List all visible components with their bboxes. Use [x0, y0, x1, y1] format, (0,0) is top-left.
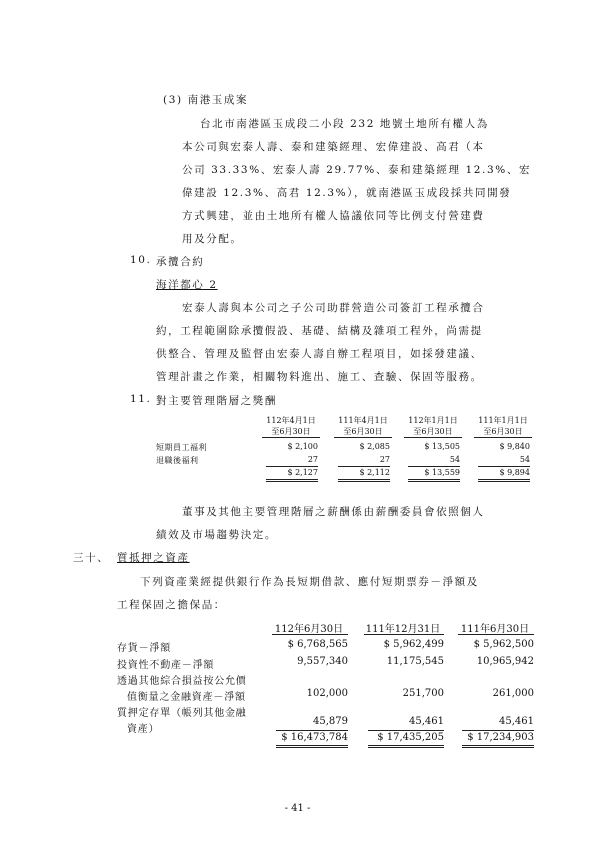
table-cell: $ 5,962,499 [383, 639, 444, 650]
section-number: 三十、 [73, 552, 110, 564]
paragraph-line: 偉建設 12.3%、高君 12.3%），就南港區玉成段採共同開發 [182, 187, 512, 199]
table-cell: 261,000 [492, 688, 534, 699]
column-header: 111年4月1日 [338, 416, 388, 425]
column-header: 111年12月31日 [365, 624, 441, 635]
paragraph-line: 方式興建，並由土地所有權人協議依同等比例支付營建費 [182, 210, 485, 222]
table-cell: 45,461 [409, 716, 444, 727]
table-cell: 251,700 [402, 688, 444, 699]
row-label: 退職後福利 [156, 456, 199, 465]
row-label: 資產） [127, 724, 160, 735]
row-label: 投資性不動產－淨額 [117, 660, 215, 671]
paragraph-line: 工程保固之擔保品： [117, 599, 226, 611]
column-header: 112年6月30日 [274, 624, 344, 635]
paragraph-line: 公司 33.33%、宏泰人壽 29.77%、泰和建築經理 12.3%、宏 [182, 164, 532, 176]
table-cell: 10,965,942 [476, 656, 534, 667]
item-number: 11. [130, 393, 152, 405]
row-label: 透過其他綜合損益按公允價 [117, 676, 247, 687]
table-total: $ 2,112 [359, 468, 390, 477]
paragraph-line: 下列資產業經提供銀行作為長短期借款、應付短期票券－淨額及 [140, 576, 479, 588]
table-total: $ 9,894 [499, 468, 530, 477]
table-cell: 11,175,545 [386, 656, 444, 667]
paragraph-line: 績效及市場趨勢決定。 [156, 529, 277, 541]
paragraph-line: 用及分配。 [182, 233, 243, 245]
table-cell: 27 [307, 455, 318, 464]
table-cell: $ 9,840 [499, 442, 530, 451]
page-number: - 41 - [284, 803, 311, 814]
section-title: 質抵押之資產 [117, 552, 190, 564]
row-label: 存貨－淨額 [117, 643, 171, 654]
column-header: 至6月30日 [483, 427, 523, 436]
table-cell: 54 [519, 455, 530, 464]
item-title: 對主要管理階層之獎酬 [156, 395, 277, 407]
column-header: 至6月30日 [343, 427, 383, 436]
project-name: 海洋都心 2 [156, 279, 218, 291]
table-cell: 9,557,340 [297, 656, 348, 667]
paragraph-line: 本公司與宏泰人壽、泰和建築經理、宏偉建設、高君（本 [182, 141, 485, 153]
table-cell: $ 2,100 [287, 442, 318, 451]
row-label: 值衡量之金融資產－淨額 [127, 692, 246, 703]
column-header: 112年1月1日 [408, 416, 458, 425]
paragraph-line: 約，工程範圍除承攬假設、基礎、結構及雜項工程外，尚需提 [156, 325, 483, 337]
column-header: 111年6月30日 [460, 624, 530, 635]
table-cell: $ 5,962,500 [473, 639, 534, 650]
table-cell: $ 6,768,565 [287, 639, 348, 650]
row-label: 短期員工福利 [156, 443, 207, 452]
paragraph-line: 宏泰人壽與本公司之子公司助群營造公司簽訂工程承攬合 [182, 302, 485, 314]
table-total: $ 13,559 [424, 468, 460, 477]
table-cell: $ 2,085 [359, 442, 390, 451]
paragraph-line: 管理計畫之作業，相關物料進出、施工、查驗、保固等服務。 [156, 371, 483, 383]
subsection-heading: (3) 南港玉成案 [163, 94, 249, 106]
paragraph-line: 供整合、管理及監督由宏泰人壽自辦工程項目，如採發建議、 [156, 348, 483, 360]
column-header: 112年4月1日 [266, 416, 316, 425]
paragraph-line: 台北市南港區玉成段二小段 232 地號土地所有權人為 [200, 118, 489, 130]
paragraph-line: 董事及其他主要管理階層之薪酬係由薪酬委員會依照個人 [182, 506, 485, 518]
table-cell: 45,461 [499, 716, 534, 727]
column-header: 111年1月1日 [478, 416, 528, 425]
column-header: 至6月30日 [271, 427, 311, 436]
table-total: $ 2,127 [287, 468, 318, 477]
table-cell: 45,879 [313, 716, 348, 727]
column-header: 至6月30日 [413, 427, 453, 436]
table-cell: $ 13,505 [424, 442, 460, 451]
table-total: $ 17,435,205 [377, 732, 444, 743]
table-total: $ 16,473,784 [281, 732, 348, 743]
item-title: 承攬合約 [156, 256, 205, 268]
table-cell: 27 [379, 455, 390, 464]
item-number: 10. [130, 254, 152, 266]
row-label: 質押定存單（帳列其他金融 [117, 708, 247, 719]
table-cell: 102,000 [306, 688, 348, 699]
table-total: $ 17,234,903 [467, 732, 534, 743]
table-cell: 54 [449, 455, 460, 464]
